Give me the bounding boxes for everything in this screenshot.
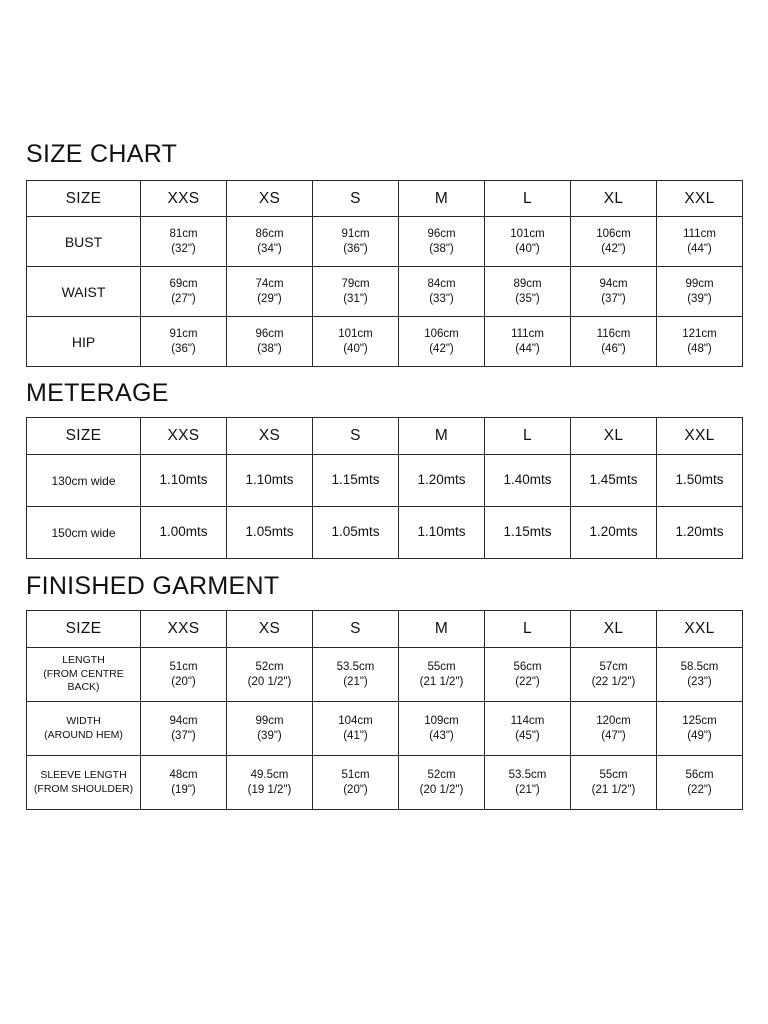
inch-value: (33") bbox=[429, 292, 454, 305]
size-header: S bbox=[313, 418, 399, 455]
measurement-cell bbox=[313, 317, 399, 367]
measurement-cell bbox=[485, 317, 571, 367]
measurement-cell bbox=[227, 267, 313, 317]
row-label-line: SLEEVE LENGTH bbox=[40, 768, 127, 781]
cm-value: 52cm bbox=[427, 769, 456, 782]
row-label-bust: BUST bbox=[27, 217, 141, 267]
table-row bbox=[27, 756, 743, 810]
measurement-cell bbox=[141, 317, 227, 367]
cm-value: 99cm bbox=[685, 278, 714, 291]
inch-value: (21 1/2") bbox=[419, 675, 464, 688]
size-header: XS bbox=[227, 181, 313, 217]
meterage-cell: 1.45mts bbox=[571, 455, 657, 507]
measurement-cell bbox=[227, 317, 313, 367]
size-header: S bbox=[313, 611, 399, 648]
table-row bbox=[27, 455, 743, 507]
size-header: M bbox=[399, 181, 485, 217]
measurement-cell bbox=[657, 702, 743, 756]
cm-value: 96cm bbox=[427, 228, 456, 241]
measurement-cell bbox=[141, 217, 227, 267]
inch-value: (39") bbox=[687, 292, 712, 305]
table-row bbox=[27, 507, 743, 559]
inch-value: (27") bbox=[171, 292, 196, 305]
inch-value: (19 1/2") bbox=[247, 783, 292, 796]
meterage-cell: 1.15mts bbox=[313, 455, 399, 507]
size-header: XS bbox=[227, 418, 313, 455]
measurement-cell bbox=[485, 267, 571, 317]
measurement-cell bbox=[399, 648, 485, 702]
size-chart-title: SIZE CHART bbox=[26, 140, 178, 168]
size-header: M bbox=[399, 418, 485, 455]
measurement-cell bbox=[141, 702, 227, 756]
size-header: XXL bbox=[657, 418, 743, 455]
inch-value: (32") bbox=[171, 242, 196, 255]
inch-value: (29") bbox=[257, 292, 282, 305]
header-row bbox=[27, 418, 743, 455]
meterage-cell: 1.20mts bbox=[571, 507, 657, 559]
cm-value: 121cm bbox=[682, 328, 717, 341]
cm-value: 94cm bbox=[169, 715, 198, 728]
measurement-cell bbox=[657, 267, 743, 317]
measurement-cell bbox=[571, 648, 657, 702]
inch-value: (21 1/2") bbox=[591, 783, 636, 796]
cm-value: 49.5cm bbox=[250, 769, 289, 782]
row-label-line: WIDTH bbox=[66, 714, 101, 727]
inch-value: (23") bbox=[687, 675, 712, 688]
inch-value: (22 1/2") bbox=[591, 675, 636, 688]
cm-value: 125cm bbox=[682, 715, 717, 728]
cm-value: 56cm bbox=[513, 661, 542, 674]
inch-value: (36") bbox=[343, 242, 368, 255]
measurement-cell bbox=[141, 267, 227, 317]
row-label-line: BACK) bbox=[67, 681, 100, 694]
size-header: XXS bbox=[141, 181, 227, 217]
size-header: XXS bbox=[141, 418, 227, 455]
inch-value: (39") bbox=[257, 729, 282, 742]
measurement-cell bbox=[399, 267, 485, 317]
inch-value: (44") bbox=[687, 242, 712, 255]
size-header: XS bbox=[227, 611, 313, 648]
row-label-sleeve-length bbox=[27, 756, 141, 810]
cm-value: 94cm bbox=[599, 278, 628, 291]
inch-value: (38") bbox=[429, 242, 454, 255]
meterage-cell: 1.20mts bbox=[657, 507, 743, 559]
cm-value: 56cm bbox=[685, 769, 714, 782]
size-header-label: SIZE bbox=[27, 181, 141, 217]
cm-value: 116cm bbox=[596, 328, 631, 341]
cm-value: 48cm bbox=[169, 769, 198, 782]
measurement-cell bbox=[571, 756, 657, 810]
cm-value: 51cm bbox=[169, 661, 198, 674]
measurement-cell bbox=[657, 756, 743, 810]
measurement-cell bbox=[313, 756, 399, 810]
inch-value: (22") bbox=[515, 675, 540, 688]
inch-value: (19") bbox=[171, 783, 196, 796]
cm-value: 101cm bbox=[338, 328, 373, 341]
measurement-cell bbox=[227, 648, 313, 702]
measurement-cell bbox=[399, 756, 485, 810]
cm-value: 81cm bbox=[169, 228, 198, 241]
finished-garment-title: FINISHED GARMENT bbox=[26, 572, 280, 600]
table-row bbox=[27, 648, 743, 702]
inch-value: (21") bbox=[343, 675, 368, 688]
measurement-cell bbox=[313, 267, 399, 317]
meterage-cell: 1.20mts bbox=[399, 455, 485, 507]
measurement-cell bbox=[141, 756, 227, 810]
table-row bbox=[27, 702, 743, 756]
cm-value: 55cm bbox=[427, 661, 456, 674]
inch-value: (22") bbox=[687, 783, 712, 796]
measurement-cell bbox=[313, 702, 399, 756]
cm-value: 55cm bbox=[599, 769, 628, 782]
cm-value: 106cm bbox=[424, 328, 459, 341]
size-header: XL bbox=[571, 418, 657, 455]
table-row bbox=[27, 217, 743, 267]
table-row bbox=[27, 317, 743, 367]
meterage-cell: 1.00mts bbox=[141, 507, 227, 559]
size-header: S bbox=[313, 181, 399, 217]
inch-value: (44") bbox=[515, 342, 540, 355]
cm-value: 51cm bbox=[341, 769, 370, 782]
measurement-cell bbox=[313, 217, 399, 267]
cm-value: 57cm bbox=[599, 661, 628, 674]
row-label-130cm-wide: 130cm wide bbox=[27, 455, 141, 507]
inch-value: (20") bbox=[343, 783, 368, 796]
meterage-cell: 1.10mts bbox=[227, 455, 313, 507]
cm-value: 111cm bbox=[511, 328, 544, 341]
header-row bbox=[27, 181, 743, 217]
row-label-line: LENGTH bbox=[62, 654, 105, 667]
size-header: XL bbox=[571, 181, 657, 217]
row-label-line: (FROM CENTRE bbox=[43, 667, 124, 680]
meterage-cell: 1.05mts bbox=[227, 507, 313, 559]
measurement-cell bbox=[571, 317, 657, 367]
finished-garment-table bbox=[26, 610, 743, 810]
row-label-line: (AROUND HEM) bbox=[44, 728, 123, 741]
cm-value: 53.5cm bbox=[508, 769, 547, 782]
row-label-waist: WAIST bbox=[27, 267, 141, 317]
inch-value: (45") bbox=[515, 729, 540, 742]
measurement-cell bbox=[313, 648, 399, 702]
measurement-cell bbox=[657, 648, 743, 702]
meterage-cell: 1.50mts bbox=[657, 455, 743, 507]
measurement-cell bbox=[141, 648, 227, 702]
size-header: L bbox=[485, 181, 571, 217]
inch-value: (20") bbox=[171, 675, 196, 688]
meterage-cell: 1.05mts bbox=[313, 507, 399, 559]
meterage-cell: 1.15mts bbox=[485, 507, 571, 559]
cm-value: 91cm bbox=[169, 328, 198, 341]
measurement-cell bbox=[399, 702, 485, 756]
measurement-cell bbox=[227, 217, 313, 267]
measurement-cell bbox=[657, 217, 743, 267]
row-label-width bbox=[27, 702, 141, 756]
size-header: XL bbox=[571, 611, 657, 648]
inch-value: (40") bbox=[515, 242, 540, 255]
cm-value: 120cm bbox=[596, 715, 631, 728]
size-header: XXL bbox=[657, 611, 743, 648]
header-row bbox=[27, 611, 743, 648]
measurement-cell bbox=[571, 217, 657, 267]
measurement-cell bbox=[399, 217, 485, 267]
inch-value: (31") bbox=[343, 292, 368, 305]
inch-value: (37") bbox=[171, 729, 196, 742]
row-label-length bbox=[27, 648, 141, 702]
inch-value: (21") bbox=[515, 783, 540, 796]
cm-value: 114cm bbox=[510, 715, 545, 728]
cm-value: 86cm bbox=[255, 228, 284, 241]
cm-value: 96cm bbox=[255, 328, 284, 341]
inch-value: (34") bbox=[257, 242, 282, 255]
inch-value: (35") bbox=[515, 292, 540, 305]
inch-value: (46") bbox=[601, 342, 626, 355]
measurement-cell bbox=[485, 648, 571, 702]
cm-value: 52cm bbox=[255, 661, 284, 674]
cm-value: 104cm bbox=[338, 715, 373, 728]
inch-value: (47") bbox=[601, 729, 626, 742]
inch-value: (49") bbox=[687, 729, 712, 742]
cm-value: 53.5cm bbox=[336, 661, 375, 674]
measurement-cell bbox=[485, 702, 571, 756]
meterage-cell: 1.40mts bbox=[485, 455, 571, 507]
size-header: M bbox=[399, 611, 485, 648]
inch-value: (42") bbox=[429, 342, 454, 355]
inch-value: (38") bbox=[257, 342, 282, 355]
cm-value: 109cm bbox=[424, 715, 459, 728]
size-header: L bbox=[485, 418, 571, 455]
measurement-cell bbox=[227, 756, 313, 810]
size-header: L bbox=[485, 611, 571, 648]
inch-value: (20 1/2") bbox=[247, 675, 292, 688]
cm-value: 91cm bbox=[341, 228, 370, 241]
inch-value: (41") bbox=[343, 729, 368, 742]
row-label-150cm-wide: 150cm wide bbox=[27, 507, 141, 559]
inch-value: (20 1/2") bbox=[419, 783, 464, 796]
table-row bbox=[27, 267, 743, 317]
inch-value: (37") bbox=[601, 292, 626, 305]
inch-value: (43") bbox=[429, 729, 454, 742]
cm-value: 89cm bbox=[513, 278, 542, 291]
size-header-label: SIZE bbox=[27, 611, 141, 648]
measurement-cell bbox=[571, 267, 657, 317]
cm-value: 84cm bbox=[427, 278, 456, 291]
size-header-label: SIZE bbox=[27, 418, 141, 455]
measurement-cell bbox=[657, 317, 743, 367]
measurement-cell bbox=[485, 756, 571, 810]
measurement-cell bbox=[571, 702, 657, 756]
cm-value: 111cm bbox=[683, 228, 716, 241]
measurement-cell bbox=[485, 217, 571, 267]
meterage-table bbox=[26, 417, 743, 559]
cm-value: 74cm bbox=[255, 278, 284, 291]
inch-value: (40") bbox=[343, 342, 368, 355]
measurement-cell bbox=[399, 317, 485, 367]
meterage-cell: 1.10mts bbox=[399, 507, 485, 559]
inch-value: (36") bbox=[171, 342, 196, 355]
cm-value: 79cm bbox=[341, 278, 370, 291]
size-header: XXL bbox=[657, 181, 743, 217]
inch-value: (48") bbox=[687, 342, 712, 355]
cm-value: 99cm bbox=[255, 715, 284, 728]
meterage-cell: 1.10mts bbox=[141, 455, 227, 507]
cm-value: 69cm bbox=[169, 278, 198, 291]
row-label-line: (FROM SHOULDER) bbox=[33, 782, 134, 795]
cm-value: 58.5cm bbox=[680, 661, 719, 674]
inch-value: (42") bbox=[601, 242, 626, 255]
size-header: XXS bbox=[141, 611, 227, 648]
measurement-cell bbox=[227, 702, 313, 756]
meterage-title: METERAGE bbox=[26, 379, 169, 407]
size-chart-table bbox=[26, 180, 743, 367]
cm-value: 106cm bbox=[596, 228, 631, 241]
cm-value: 101cm bbox=[510, 228, 545, 241]
row-label-hip: HIP bbox=[27, 317, 141, 367]
